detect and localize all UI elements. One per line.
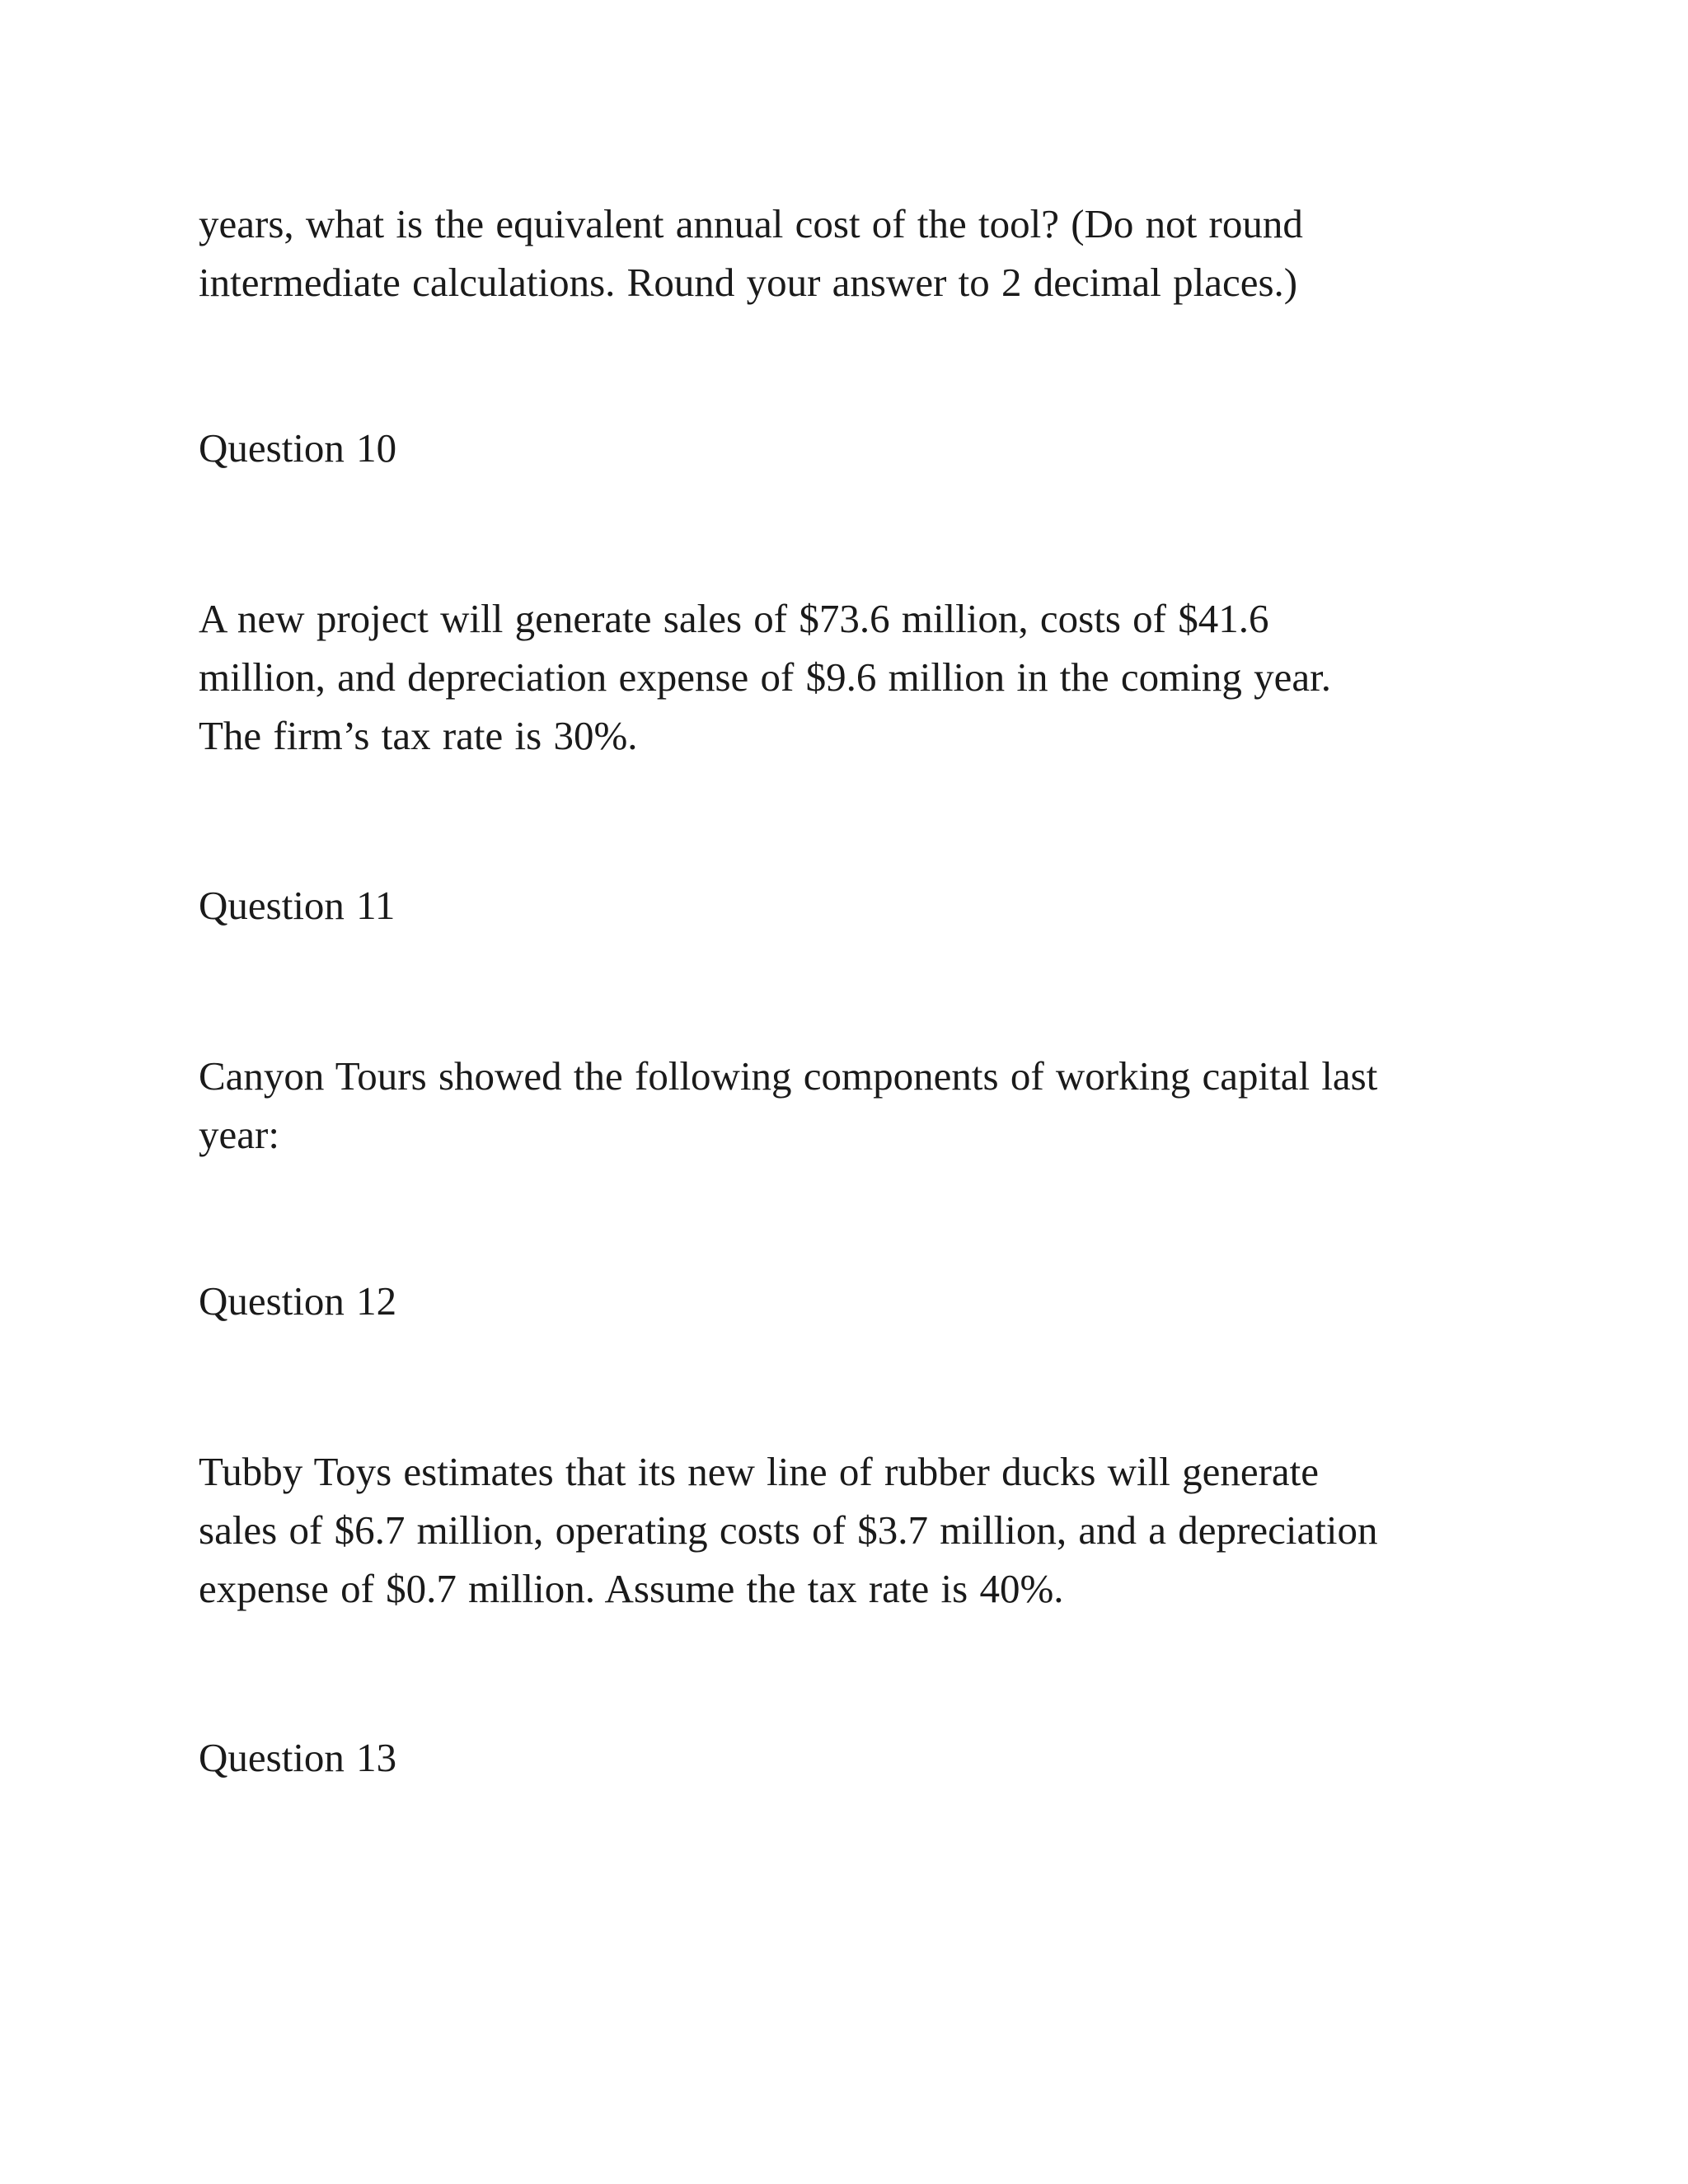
paragraph-line: A new project will generate sales of $73.6 million, costs of $41.6 xyxy=(199,596,1269,641)
paragraph-line: Canyon Tours showed the following components of working capital last xyxy=(199,1053,1378,1099)
paragraph-line: sales of $6.7 million, operating costs of $3.7 million, and a depreciation xyxy=(199,1507,1378,1553)
paragraph-line: year: xyxy=(199,1112,279,1157)
continuation-paragraph xyxy=(199,194,1534,312)
question-10-heading: Question 10 xyxy=(199,425,397,471)
paragraph-line: The firm’s tax rate is 30%. xyxy=(199,713,638,758)
paragraph-line: intermediate calculations. Round your answer to 2 decimal places.) xyxy=(199,260,1298,305)
question-11-heading: Question 11 xyxy=(199,883,396,928)
question-13-heading: Question 13 xyxy=(199,1735,397,1780)
question-11-paragraph xyxy=(199,1047,1534,1164)
paragraph-line: million, and depreciation expense of $9.6 million in the coming year. xyxy=(199,654,1331,700)
paragraph-line: Tubby Toys estimates that its new line of rubber ducks will generate xyxy=(199,1449,1320,1494)
question-12-heading: Question 12 xyxy=(199,1278,397,1324)
question-12-paragraph xyxy=(199,1442,1534,1618)
paragraph-line: expense of $0.7 million. Assume the tax rate is 40%. xyxy=(199,1566,1064,1611)
question-10-paragraph xyxy=(199,589,1534,765)
paragraph-line: years, what is the equivalent annual cost of the tool? (Do not round xyxy=(199,201,1303,246)
